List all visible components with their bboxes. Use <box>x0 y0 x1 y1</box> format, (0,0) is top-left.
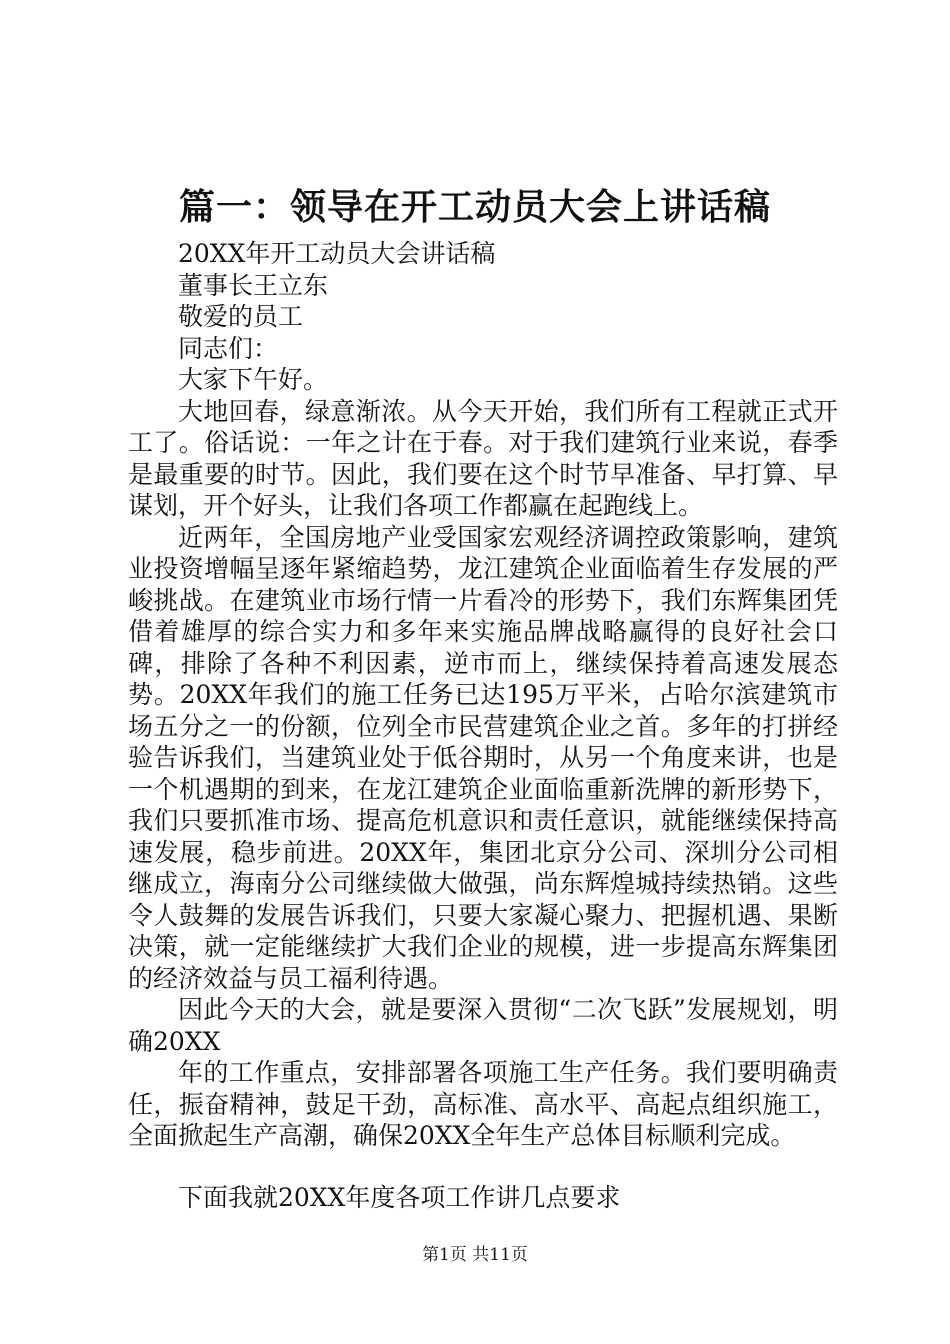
paragraph-requirements: 下面我就20XX年度各项工作讲几点要求 <box>178 1182 621 1212</box>
paragraph-salutation-staff: 敬爱的员工 <box>178 302 304 331</box>
paragraph-subtitle: 20XX年开工动员大会讲话稿 <box>178 239 496 268</box>
page-number: 第1页 共11页 <box>422 1245 528 1265</box>
paragraph-spring: 大地回春，绿意渐浓。从今天开始，我们所有工程就正式开工了。俗话说：一年之计在于春。对于我们建筑行业来说，春季是最重要的时节。因此，我们要在这个时节早准备、早打算、早谋划，开个好头，让我们各项工作都赢在起跑线上。 <box>128 396 838 520</box>
paragraph-salutation-comrades: 同志们： <box>178 333 279 363</box>
paragraph-speaker: 董事长王立东 <box>178 270 329 300</box>
paragraph-work-focus: 年的工作重点，安排部署各项施工生产任务。我们要明确责任，振奋精神，鼓足干劲，高标准、高水平、高起点组织施工，全面掀起生产高潮，确保20XX全年生产总体目标顺利完成。 <box>128 1058 838 1150</box>
paragraph-development: 近两年，全国房地产业受国家宏观经济调控政策影响，建筑业投资增幅呈逐年紧缩趋势，龙江建筑企业面临着生存发展的严峻挑战。在建筑业市场行情一片看冷的形势下，我们东辉集团凭借着雄厚的综合实力和多年来实施品牌战略赢得的良好社会口碑，排除了各种不利因素，逆市而上，继续保持着高速发展态势。20XX年我们的施工任务已达195万平米，占哈尔滨建筑市场五分之一的份额，位列全市民营建筑企业之首。多年的打拼经验告诉我们，当建筑业处于低谷期时，从另一个角度来讲，也是一个机遇期的到来，在龙江建筑企业面临重新洗牌的新形势下，我们只要抓准市场、提高危机意识和责任意识，就能继续保持高速发展，稳步前进。20XX年，集团北京分公司、深圳分公司相继成立，海南分公司继续做大做强，尚东辉煌城持续热销。这些令人鼓舞的发展告诉我们，只要大家凝心聚力、把握机遇、果断决策，就一定能继续扩大我们企业的规模，进一步提高东辉集团的经济效益与员工福利待遇。 <box>128 522 838 993</box>
paragraph-greeting: 大家下午好。 <box>178 365 329 394</box>
document-body <box>128 238 838 1213</box>
paragraph-meeting-purpose: 因此今天的大会，就是要深入贯彻“二次飞跃”发展规划，明确20XX <box>128 995 838 1056</box>
document-title: 篇一：领导在开工动员大会上讲话稿 <box>178 186 771 228</box>
